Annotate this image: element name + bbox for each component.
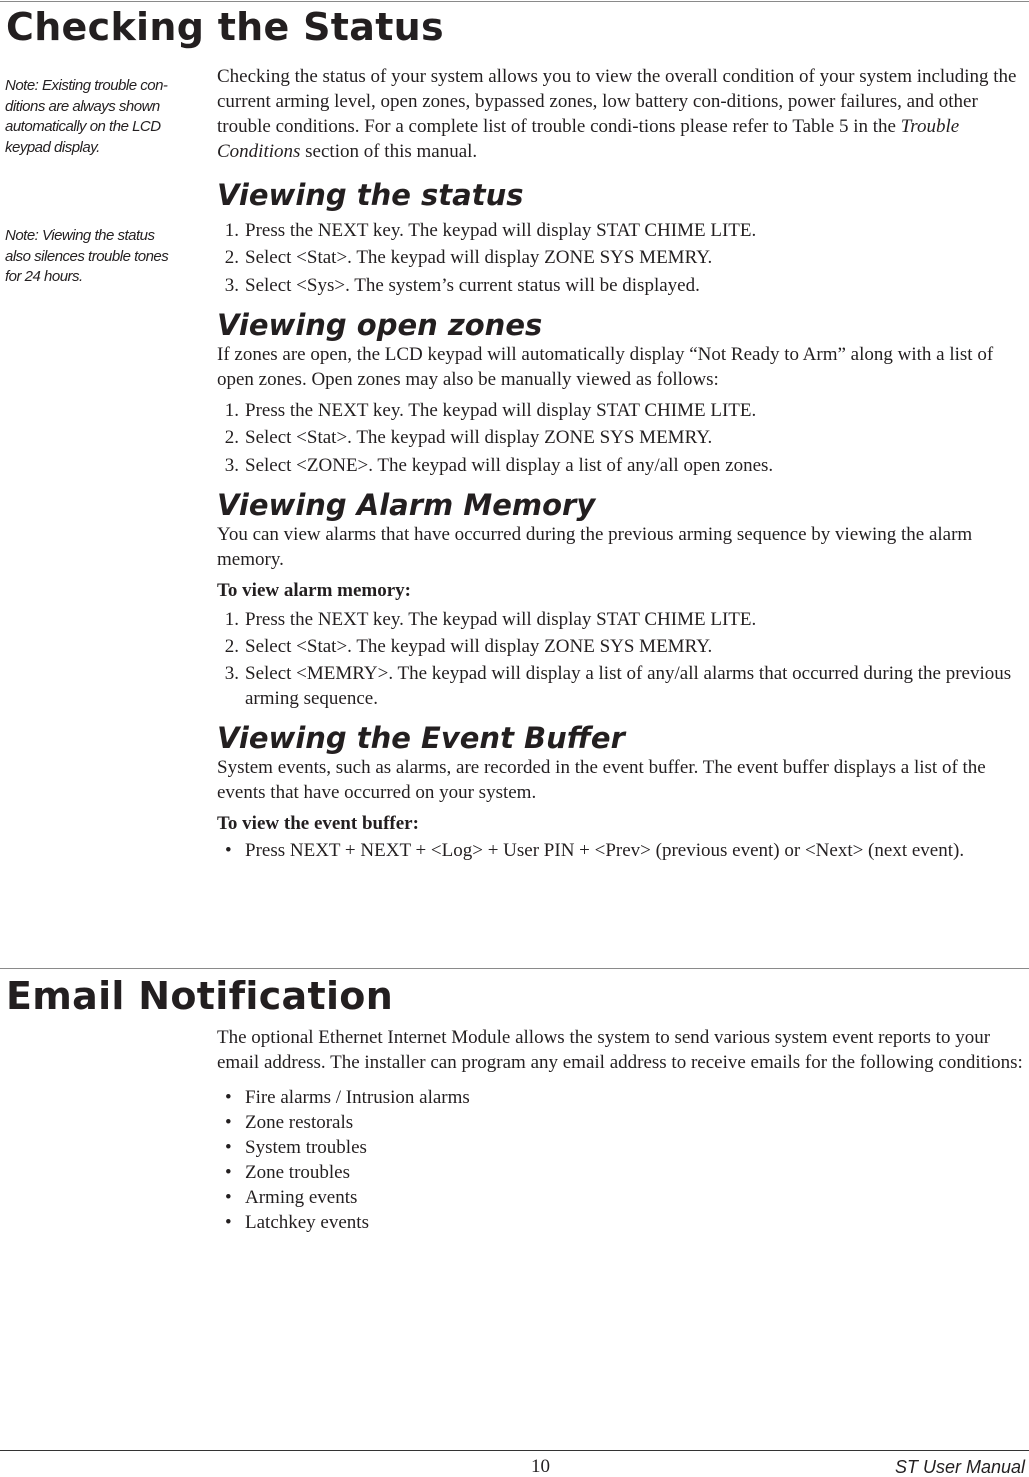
side-note-silences-tones: Note: Viewing the status also silences trouble tones for 24 hours. (5, 227, 169, 285)
heading-viewing-status: Viewing the status (217, 178, 524, 212)
list-item: 1. Press the NEXT key. The keypad will display STAT CHIME LITE. (224, 608, 757, 630)
side-note-trouble-conditions: Note: Existing trouble con-ditions are always shown automatically on the LCD keypad display. (5, 77, 168, 156)
section-title-email-notification: Email Notification (6, 974, 394, 1018)
list-item: 2. Select <Stat>. The keypad will display ZONE SYS MEMRY. (224, 427, 713, 449)
email-conditions-list (217, 1085, 1025, 1235)
list-item: • System troubles (225, 1137, 367, 1158)
heading-viewing-event-buffer: Viewing the Event Buffer (217, 721, 625, 756)
event-buffer-intro: System events, such as alarms, are recorded in the event buffer. The event buffer displays a list of the events that have occurred on your system. (217, 757, 986, 804)
list-item: • Latchkey events (225, 1212, 369, 1233)
list-item: 3. Select <ZONE>. The keypad will display a list of any/all open zones. (224, 454, 774, 476)
list-item: • Press NEXT + NEXT + <Log> + User PIN + <Prev> (previous event) or <Next> (next event). (225, 840, 965, 862)
list-item: • Arming events (225, 1187, 358, 1208)
section-title-checking-status: Checking the Status (6, 5, 444, 49)
list-item: 1. Press the NEXT key. The keypad will display STAT CHIME LITE. (224, 220, 757, 241)
open-zones-intro: If zones are open, the LCD keypad will automatically display “Not Ready to Arm” along with a list of open zones. Open zones may also be manually viewed as follows: (217, 343, 994, 390)
list-item: • Zone restorals (225, 1112, 354, 1133)
heading-viewing-alarm-memory: Viewing Alarm Memory (217, 487, 596, 522)
status-intro-paragraph: Checking the status of your system allows you to view the overall condition of your system including the current arming level, open zones, bypassed zones, low battery con-ditions, power failures, and other trouble conditions. For a complete list of trouble condi-tions please refer to Table 5 in the Trouble Conditions section of this manual. (217, 66, 1017, 162)
list-item: 2. Select <Stat>. The keypad will display ZONE SYS MEMRY. (224, 635, 713, 657)
alarm-memory-subheading: To view alarm memory: (217, 579, 411, 601)
trouble-conditions-reference: Trouble Conditions (217, 116, 960, 162)
manual-title: ST User Manual (894, 1457, 1025, 1477)
list-item: 3. Select <Sys>. The system’s current status will be displayed. (224, 274, 700, 296)
event-buffer-subheading: To view the event buffer: (217, 813, 419, 835)
event-buffer-bullets (217, 840, 1025, 861)
section-divider (0, 968, 1029, 969)
list-item: 2. Select <Stat>. The keypad will display ZONE SYS MEMRY. (224, 247, 713, 269)
heading-viewing-open-zones: Viewing open zones (217, 307, 543, 342)
list-item: • Zone troubles (225, 1162, 351, 1183)
list-item: • Fire alarms / Intrusion alarms (225, 1087, 470, 1108)
list-item: 3. Select <MEMRY>. The keypad will display a list of any/all alarms that occurred during the previous arming sequence. (224, 663, 1012, 710)
email-main-column (217, 1025, 1025, 1235)
viewing-status-steps (217, 218, 1025, 298)
page-number: 10 (531, 1456, 550, 1477)
email-intro-paragraph: The optional Ethernet Internet Module allows the system to send various system event reports to your email address. The installer can program any email address to receive emails for the following conditions: (217, 1027, 1023, 1073)
alarm-memory-steps (217, 607, 1025, 712)
status-main-column (217, 64, 1025, 864)
open-zones-steps (217, 398, 1025, 478)
alarm-memory-intro: You can view alarms that have occurred during the previous arming sequence by viewing the alarm memory. (217, 523, 973, 570)
list-item: 1. Press the NEXT key. The keypad will display STAT CHIME LITE. (224, 399, 757, 421)
top-rule (0, 1, 1029, 2)
footer-rule (0, 1450, 1029, 1451)
